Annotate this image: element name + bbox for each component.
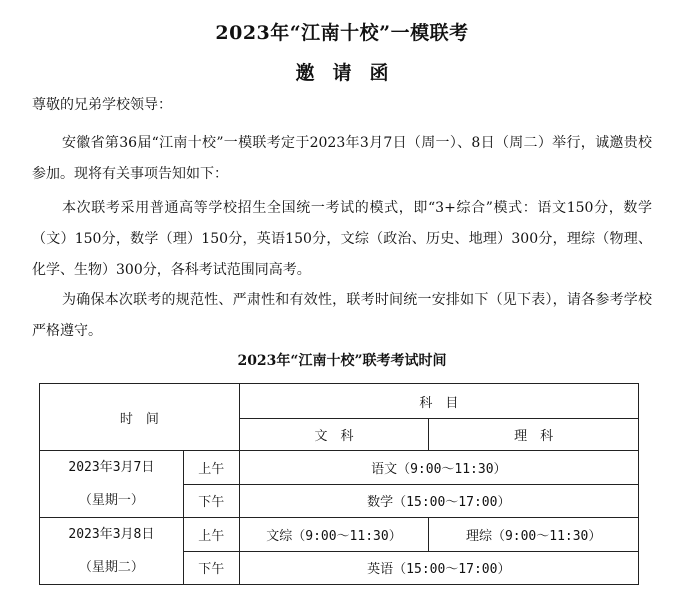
schedule-table	[39, 383, 639, 585]
header-subject: 科 目	[239, 384, 638, 419]
document-subtitle: 邀请函	[295, 62, 407, 84]
table-row	[40, 518, 639, 552]
date-cell	[40, 518, 184, 585]
exam-joint: 语文（9:00～11:30）	[239, 451, 638, 485]
date-text: 2023年3月7日	[68, 460, 155, 475]
weekday-text: （星期一）	[78, 493, 144, 508]
exam-joint: 英语（15:00～17:00）	[239, 551, 638, 585]
table-header-row	[40, 384, 639, 419]
table-row	[40, 451, 639, 485]
greeting: 尊敬的兄弟学校领导：	[32, 97, 172, 113]
paragraph-exam-mode: 本次联考采用普通高等学校招生全国统一考试的模式，即“3+综合”模式：语文150分，数学（文）150分，数学（理）150分，英语150分，文综（政治、历史、地理）300分，理综（物理、化学、生物）300分，各科考试范围同高考。	[32, 200, 652, 278]
exam-joint: 数学（15:00～17:00）	[239, 484, 638, 518]
session-morning: 上午	[183, 518, 239, 552]
schedule-title: 2023年“江南十校”联考考试时间	[237, 353, 447, 369]
session-afternoon: 下午	[183, 551, 239, 585]
exam-arts: 文综（9:00～11:30）	[239, 518, 429, 552]
date-cell	[40, 451, 184, 518]
header-time: 时 间	[40, 384, 240, 451]
date-text: 2023年3月8日	[68, 527, 155, 542]
header-science: 理 科	[429, 419, 639, 451]
document-title: 2023年“江南十校”一模联考	[215, 22, 469, 44]
header-arts: 文 科	[239, 419, 429, 451]
weekday-text: （星期二）	[78, 560, 144, 575]
session-afternoon: 下午	[183, 484, 239, 518]
paragraph-schedule-note: 为确保本次联考的规范性、严肃性和有效性，联考时间统一安排如下（见下表），请各参考学校严格遵守。	[32, 292, 652, 339]
paragraph-intro: 安徽省第36届“江南十校”一模联考定于2023年3月7日（周一）、8日（周二）举行，诚邀贵校参加。现将有关事项告知如下：	[32, 135, 652, 182]
exam-science: 理综（9:00～11:30）	[429, 518, 639, 552]
session-morning: 上午	[183, 451, 239, 485]
